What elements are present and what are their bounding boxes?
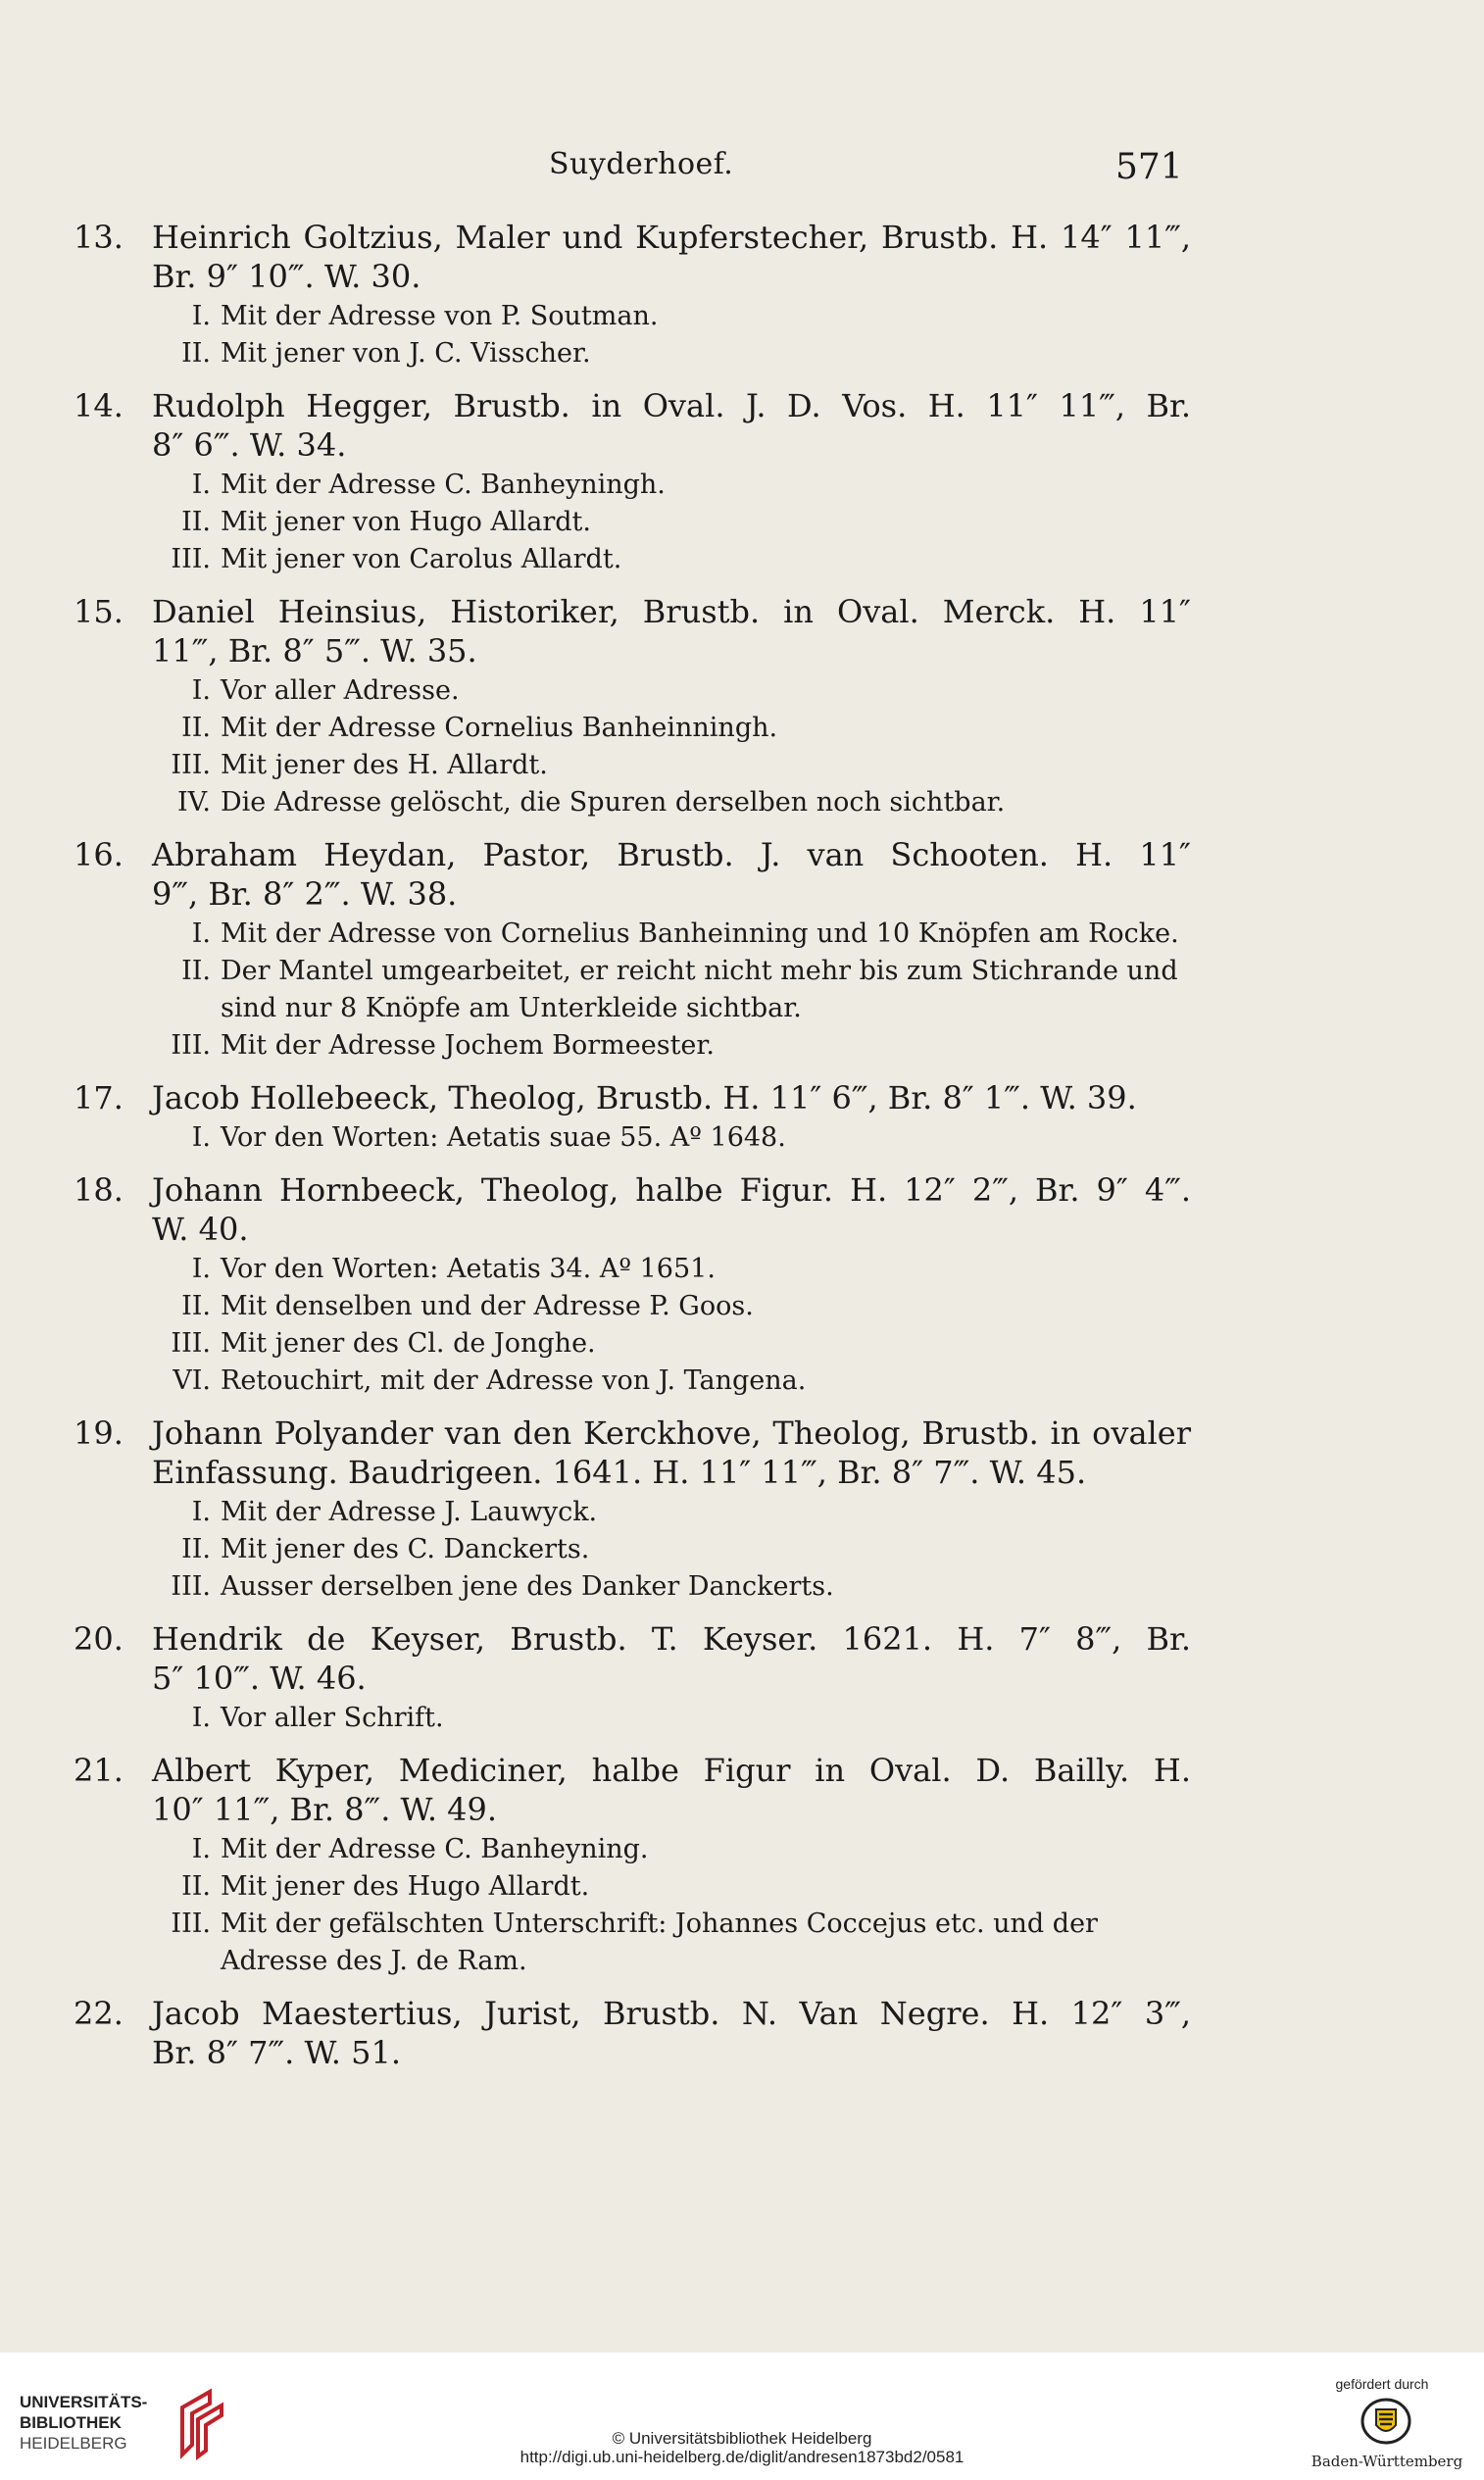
state-numeral: I. xyxy=(191,301,211,331)
entry-line xyxy=(74,1659,1191,1698)
entry-number: 18. xyxy=(74,1171,124,1209)
entry-title-line: Jacob Maestertius, Jurist, Brustb. N. Van Negre. H. 12″ 3‴, xyxy=(152,1995,1191,2032)
state-text: Mit der Adresse J. Lauwyck. xyxy=(221,1497,598,1527)
entry-title-line: Daniel Heinsius, Historiker, Brustb. in Oval. Merck. H. 11″ xyxy=(152,593,1191,630)
state-numeral: IV. xyxy=(176,787,211,818)
entry-number: 17. xyxy=(74,1079,124,1116)
state-numeral: VI. xyxy=(173,1365,211,1396)
state-item xyxy=(152,953,1191,1027)
baden-wuerttemberg-coat-of-arms-icon xyxy=(1360,2396,1411,2447)
catalogue-entry xyxy=(74,218,1191,372)
entry-number xyxy=(74,257,152,296)
state-list xyxy=(152,298,1191,372)
state-text: Mit der Adresse Cornelius Banheinningh. xyxy=(221,713,778,743)
entry-number: 13. xyxy=(74,219,124,256)
entry-number: 20. xyxy=(74,1620,124,1658)
entry-title-line: 8″ 6‴. W. 34. xyxy=(152,426,347,464)
state-text: Mit jener von Hugo Allardt. xyxy=(221,507,591,537)
state-text: Ausser derselben jene des Danker Danckerts. xyxy=(221,1571,834,1602)
state-numeral: I. xyxy=(191,918,211,949)
state-item xyxy=(152,504,1191,541)
state-numeral: III. xyxy=(171,1030,211,1061)
entry-number xyxy=(74,631,152,670)
state-item xyxy=(152,916,1191,953)
funder-label: Baden-Württemberg xyxy=(1311,2453,1463,2470)
entry-title-line: Br. 8″ 7‴. W. 51. xyxy=(152,2034,401,2071)
entry-line xyxy=(74,257,1191,296)
footer xyxy=(0,2353,1484,2480)
entry-title-line: Heinrich Goltzius, Maler und Kupferstecher, Brustb. H. 14″ 11‴, xyxy=(152,219,1191,256)
state-text: Mit jener von J. C. Visscher. xyxy=(221,338,591,369)
state-text: Der Mantel umgearbeitet, er reicht nicht mehr bis zum Stichrande und sind nur 8 Knöpfe am Unterkleide sichtbar. xyxy=(221,956,1178,1023)
state-text: Retouchirt, mit der Adresse von J. Tangena. xyxy=(221,1365,807,1396)
state-list xyxy=(152,916,1191,1065)
state-numeral: I. xyxy=(191,1834,211,1864)
state-item xyxy=(152,784,1191,821)
state-item xyxy=(152,1568,1191,1606)
state-item xyxy=(152,1700,1191,1737)
entry-line xyxy=(74,1619,1191,1659)
state-list xyxy=(152,1494,1191,1606)
entry-title-line: Albert Kyper, Mediciner, halbe Figur in Oval. D. Bailly. H. xyxy=(152,1752,1191,1789)
entry-number xyxy=(74,874,152,914)
entry-line xyxy=(74,386,1191,425)
state-numeral: III. xyxy=(171,1571,211,1602)
entry-title-line: Einfassung. Baudrigeen. 1641. H. 11″ 11‴, Br. 8″ 7‴. W. 45. xyxy=(152,1454,1087,1491)
entry-line xyxy=(74,425,1191,465)
entry-number: 16. xyxy=(74,836,124,873)
entry-line xyxy=(74,1994,1191,2033)
state-numeral: III. xyxy=(171,1328,211,1359)
state-numeral: II. xyxy=(181,507,211,537)
catalogue-entry xyxy=(74,1078,1191,1157)
entry-title-line: Jacob Hollebeeck, Theolog, Brustb. H. 11″ 6‴, Br. 8″ 1‴. W. 39. xyxy=(152,1079,1137,1116)
entry-line xyxy=(74,1414,1191,1453)
entry-line xyxy=(74,2033,1191,2072)
entry-title-line: 9‴, Br. 8″ 2‴. W. 38. xyxy=(152,875,458,913)
state-text: Vor den Worten: Aetatis 34. Aº 1651. xyxy=(221,1254,716,1284)
state-item xyxy=(152,1119,1191,1157)
state-item xyxy=(152,747,1191,784)
entry-line xyxy=(74,1170,1191,1210)
state-numeral: I. xyxy=(191,1703,211,1733)
state-item xyxy=(152,298,1191,335)
entry-title-line: Br. 9″ 10‴. W. 30. xyxy=(152,258,421,295)
state-item xyxy=(152,541,1191,578)
state-numeral: I. xyxy=(191,675,211,706)
entry-line xyxy=(74,874,1191,914)
state-list xyxy=(152,672,1191,821)
state-text: Vor aller Adresse. xyxy=(221,675,460,706)
catalogue-entries xyxy=(74,218,1191,2086)
state-numeral: II. xyxy=(181,338,211,369)
state-text: Vor aller Schrift. xyxy=(221,1703,444,1733)
catalogue-entry xyxy=(74,1170,1191,1400)
entry-line xyxy=(74,1210,1191,1249)
entry-number xyxy=(74,1659,152,1698)
state-list xyxy=(152,1119,1191,1157)
catalogue-entry xyxy=(74,835,1191,1065)
state-list xyxy=(152,1700,1191,1737)
page-header xyxy=(0,147,1484,196)
state-text: Mit der Adresse Jochem Bormeester. xyxy=(221,1030,715,1061)
entry-title-line: 10″ 11‴, Br. 8‴. W. 49. xyxy=(152,1791,498,1828)
state-numeral: III. xyxy=(171,750,211,780)
state-item xyxy=(152,1288,1191,1325)
page-number: 571 xyxy=(1115,147,1183,187)
entry-number: 22. xyxy=(74,1995,124,2032)
entry-title-line: Hendrik de Keyser, Brustb. T. Keyser. 1621. H. 7″ 8‴, Br. xyxy=(152,1620,1191,1658)
state-text: Mit jener des C. Danckerts. xyxy=(221,1534,590,1564)
state-item xyxy=(152,672,1191,710)
state-list xyxy=(152,1831,1191,1980)
entry-line xyxy=(74,1078,1191,1117)
entry-line xyxy=(74,1453,1191,1492)
funded-by-label: gefördert durch xyxy=(1335,2376,1429,2392)
entry-title-line: 11‴, Br. 8″ 5‴. W. 35. xyxy=(152,632,477,670)
state-text: Die Adresse gelöscht, die Spuren derselben noch sichtbar. xyxy=(221,787,1006,818)
state-numeral: II. xyxy=(181,956,211,986)
entry-number: 21. xyxy=(74,1752,124,1789)
running-title: Suyderhoef. xyxy=(549,147,734,181)
state-numeral: III. xyxy=(171,1909,211,1939)
catalogue-entry xyxy=(74,1751,1191,1980)
entry-number: 14. xyxy=(74,387,124,424)
entry-number xyxy=(74,2033,152,2072)
entry-number: 19. xyxy=(74,1414,124,1452)
entry-number xyxy=(74,1790,152,1829)
entry-title-line: Johann Polyander van den Kerckhove, Theolog, Brustb. in ovaler xyxy=(152,1414,1191,1452)
state-numeral: II. xyxy=(181,713,211,743)
entry-line xyxy=(74,1790,1191,1829)
state-text: Vor den Worten: Aetatis suae 55. Aº 1648. xyxy=(221,1122,786,1153)
entry-number xyxy=(74,1453,152,1492)
entry-line xyxy=(74,631,1191,670)
state-text: Mit jener von Carolus Allardt. xyxy=(221,544,622,574)
state-text: Mit jener des H. Allardt. xyxy=(221,750,548,780)
state-numeral: II. xyxy=(181,1534,211,1564)
state-text: Mit der Adresse von P. Soutman. xyxy=(221,301,659,331)
entry-title-line: Rudolph Hegger, Brustb. in Oval. J. D. Vos. H. 11″ 11‴, Br. xyxy=(152,387,1191,424)
state-text: Mit jener des Hugo Allardt. xyxy=(221,1871,590,1902)
state-list xyxy=(152,467,1191,578)
state-numeral: I. xyxy=(191,1254,211,1284)
state-item xyxy=(152,1251,1191,1288)
catalogue-entry xyxy=(74,1994,1191,2072)
entry-title-line: Johann Hornbeeck, Theolog, halbe Figur. H. 12″ 2‴, Br. 9″ 4‴. xyxy=(152,1171,1191,1209)
entry-title-line: W. 40. xyxy=(152,1211,249,1248)
catalogue-entry xyxy=(74,592,1191,821)
state-item xyxy=(152,467,1191,504)
state-numeral: II. xyxy=(181,1871,211,1902)
state-item xyxy=(152,1027,1191,1065)
state-item xyxy=(152,710,1191,747)
entry-title-line: 5″ 10‴. W. 46. xyxy=(152,1660,367,1697)
entry-line xyxy=(74,592,1191,631)
state-text: Mit der Adresse C. Banheyningh. xyxy=(221,470,666,500)
library-name: UNIVERSITÄTS- BIBLIOTHEK HEIDELBERG xyxy=(20,2393,148,2453)
state-numeral: II. xyxy=(181,1291,211,1321)
entry-number xyxy=(74,1210,152,1249)
state-numeral: I. xyxy=(191,1497,211,1527)
source-url-link[interactable]: http://digi.ub.uni-heidelberg.de/diglit/andresen1873bd2/0581 xyxy=(519,2448,965,2466)
state-list xyxy=(152,1251,1191,1400)
state-numeral: III. xyxy=(171,544,211,574)
catalogue-entry xyxy=(74,1619,1191,1737)
entry-title-line: Abraham Heydan, Pastor, Brustb. J. van Schooten. H. 11″ xyxy=(152,836,1191,873)
state-text: Mit der Adresse von Cornelius Banheinning und 10 Knöpfen am Rocke. xyxy=(221,918,1179,949)
state-item xyxy=(152,1868,1191,1906)
state-item xyxy=(152,1531,1191,1568)
state-item xyxy=(152,1831,1191,1868)
entry-number xyxy=(74,425,152,465)
state-item xyxy=(152,335,1191,372)
copyright-notice: © Universitätsbibliothek Heidelberg http://digi.ub.uni-heidelberg.de/diglit/andresen1873bd2/0581 xyxy=(0,2429,1484,2466)
state-text: Mit denselben und der Adresse P. Goos. xyxy=(221,1291,754,1321)
state-numeral: I. xyxy=(191,470,211,500)
entry-line xyxy=(74,835,1191,874)
state-item xyxy=(152,1325,1191,1363)
catalogue-entry xyxy=(74,1414,1191,1606)
state-item xyxy=(152,1906,1191,1980)
entry-line xyxy=(74,1751,1191,1790)
state-item xyxy=(152,1494,1191,1531)
state-text: Mit der Adresse C. Banheyning. xyxy=(221,1834,649,1864)
state-numeral: I. xyxy=(191,1122,211,1153)
entry-line xyxy=(74,218,1191,257)
state-text: Mit jener des Cl. de Jonghe. xyxy=(221,1328,596,1359)
state-item xyxy=(152,1363,1191,1400)
entry-number: 15. xyxy=(74,593,124,630)
catalogue-entry xyxy=(74,386,1191,578)
state-text: Mit der gefälschten Unterschrift: Johannes Coccejus etc. und der Adresse des J. de Ram. xyxy=(221,1909,1098,1976)
